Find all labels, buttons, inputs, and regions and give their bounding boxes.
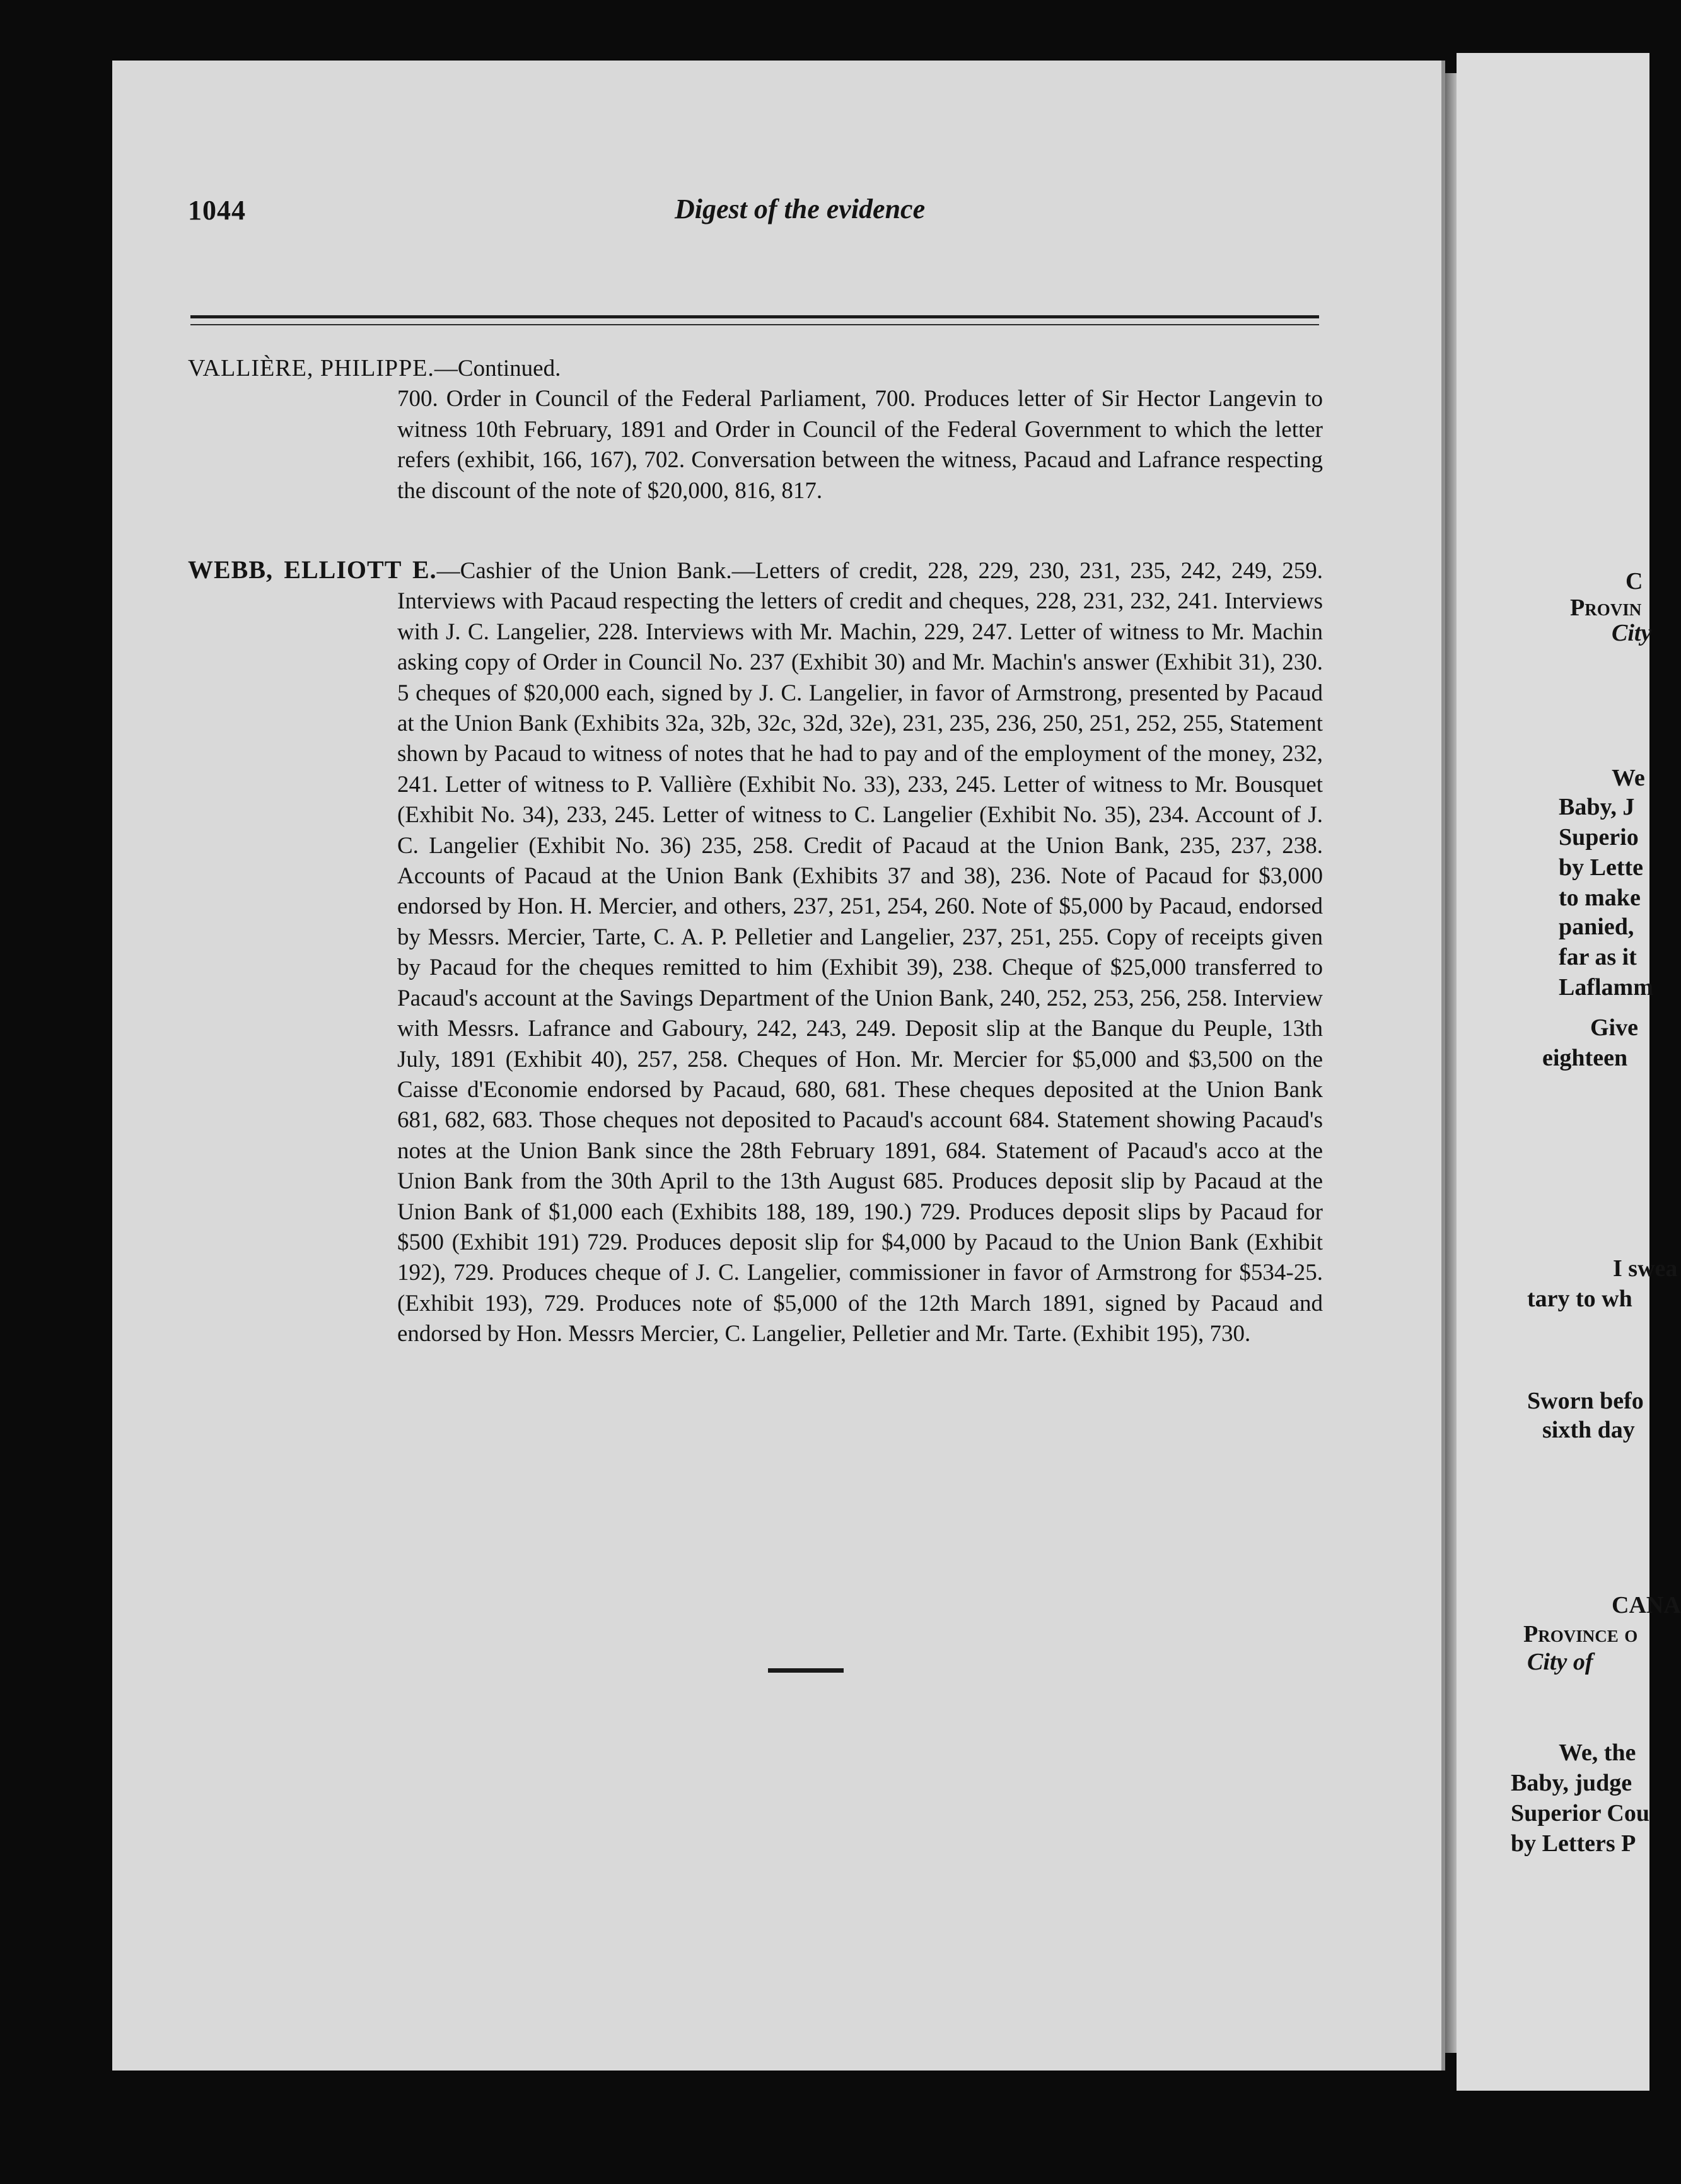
facing-page-fragment: Laflamm [1559,974,1653,1001]
entry-heading: WEBB, ELLIOTT E. [188,555,437,584]
facing-page-fragment: CANA [1612,1592,1681,1618]
entry-heading-suffix: —Continued. [434,356,561,381]
facing-page-fragment: City [1612,620,1652,646]
facing-page-fragment: Baby, J [1559,794,1635,820]
facing-page-fragment: tary to wh [1527,1286,1632,1312]
facing-page-fragment: Provin [1570,595,1642,621]
header-rule-thin [190,324,1319,325]
end-rule [768,1668,844,1673]
facing-page-fragment: We [1612,765,1645,791]
facing-page-fragment: We, the [1559,1740,1636,1766]
entry-heading: VALLIÈRE, PHILIPPE. [188,355,434,381]
facing-page-fragment: C [1626,568,1643,595]
entry-webb [188,555,1323,1350]
entry-valliere [188,353,1323,506]
facing-page-fragment: far as it [1559,944,1637,970]
facing-page-fragment: to make [1559,885,1641,911]
facing-page-fragment: Give [1590,1014,1638,1041]
facing-page-fragment: Superio [1559,824,1639,851]
facing-page-fragment: sixth day [1542,1417,1635,1443]
facing-page-fragment: Superior Cou [1511,1800,1649,1827]
header-rule [190,315,1319,318]
facing-page-fragment: I swea [1613,1255,1678,1282]
facing-page [1457,53,1681,2091]
facing-page-fragment: Sworn befo [1527,1388,1644,1414]
facing-page-fragment: by Letters P [1511,1830,1636,1857]
facing-page-fragment: City of [1527,1649,1593,1675]
facing-page-fragment: panied, [1559,914,1634,940]
facing-page-fragment: Province o [1523,1621,1638,1647]
page-number: 1044 [188,195,246,226]
facing-page-fragment: by Lette [1559,854,1644,881]
running-title: Digest of the evidence [675,194,926,224]
entry-body: —Cashier of the Union Bank.—Letters of credit, 228, 229, 230, 231, 235, 242, 249, 259. Interviews with Pacaud respecting the letters of credit and cheques, 228, 231, 232, 241. Interviews with J. C. Langelier, 228. Interviews with Mr. Machin, 229, 247. Letter of witness to Mr. Machin asking copy of Order in Council No. 237 (Exhibit 30) and Mr. Machin's answer (Exhibit 31), 230. 5 cheques of $20,000 each, signed by J. C. Langelier, in favor of Armstrong, presented by Pacaud at the Union Bank (Exhibits 32a, 32b, 32c, 32d, 32e), 231, 235, 236, 250, 251, 252, 255, Statement shown by Pacaud to witness of notes that he had to pay and of the employment of the money, 232, 241. Letter of witness to P. Vallière (Exhibit No. 33), 233, 245. Letter of witness to Mr. Bousquet (Exhibit No. 34), 233, 245. Letter of witness to C. Langelier (Exhibit No. 35), 234. Account of J. C. Langelier (Exhibit No. 36) 235, 258. Credit of Pacaud at the Union Bank, 235, 237, 238. Accounts of Pacaud at the Union Bank (Exhibits 37 and 38), 236. Note of Pacaud for $3,000 endorsed by Hon. H. Mercier, and others, 237, 251, 254, 260. Note of $5,000 by Pacaud, endorsed by Messrs. Mercier, Tarte, C. A. P. Pelletier and Langelier, 237, 251, 255. Copy of receipts given by Pacaud for the cheques remitted to him (Exhibit 39), 238. Cheque of $25,000 transferred to Pacaud's account at the Savings Department of the Union Bank, 240, 252, 253, 256, 258. Interview with Messrs. Lafrance and Gaboury, 242, 243, 249. Deposit slip at the Banque du Peuple, 13th July, 1891 (Exhibit 40), 257, 258. Cheques of Hon. Mr. Mercier for $5,000 and $3,500 on the Caisse d'Economie endorsed by Pacaud, 680, 681. These cheques deposited at the Union Bank 681, 682, 683. Those cheques not deposited to Pacaud's account 684. Statement showing Pacaud's notes at the Union Bank since the 28th February 1891, 684. Statement of Pacaud's acco at the Union Bank from the 30th April to the 13th August 685. Produces deposit slip by Pacaud at the Union Bank of $1,000 each (Exhibits 188, 189, 190.) 729. Produces deposit slips by Pacaud for $500 (Exhibit 191) 729. Produces deposit slip for $4,000 by Pacaud to the Union Bank (Exhibit 192), 729. Produces cheque of J. C. Langelier, commissioner in favor of Armstrong for $534-25. (Exhibit 193), 729. Produces note of $5,000 of the 12th March 1891, signed by Pacaud and endorsed by Hon. Messrs Mercier, C. Langelier, Pelletier and Mr. Tarte. (Exhibit 195), 730. [397,558,1323,1347]
facing-page-fragment: Baby, judge [1511,1770,1632,1796]
entry-body: 700. Order in Council of the Federal Parliament, 700. Produces letter of Sir Hector Langevin to witness 10th February, 1891 and Order in Council of the Federal Government to which the letter refers (exhibit, 166, 167), 702. Conversation between the witness, Pacaud and Lafrance respecting the discount of the note of $20,000, 816, 817. [397,386,1323,504]
facing-page-fragment: eighteen [1542,1045,1628,1071]
